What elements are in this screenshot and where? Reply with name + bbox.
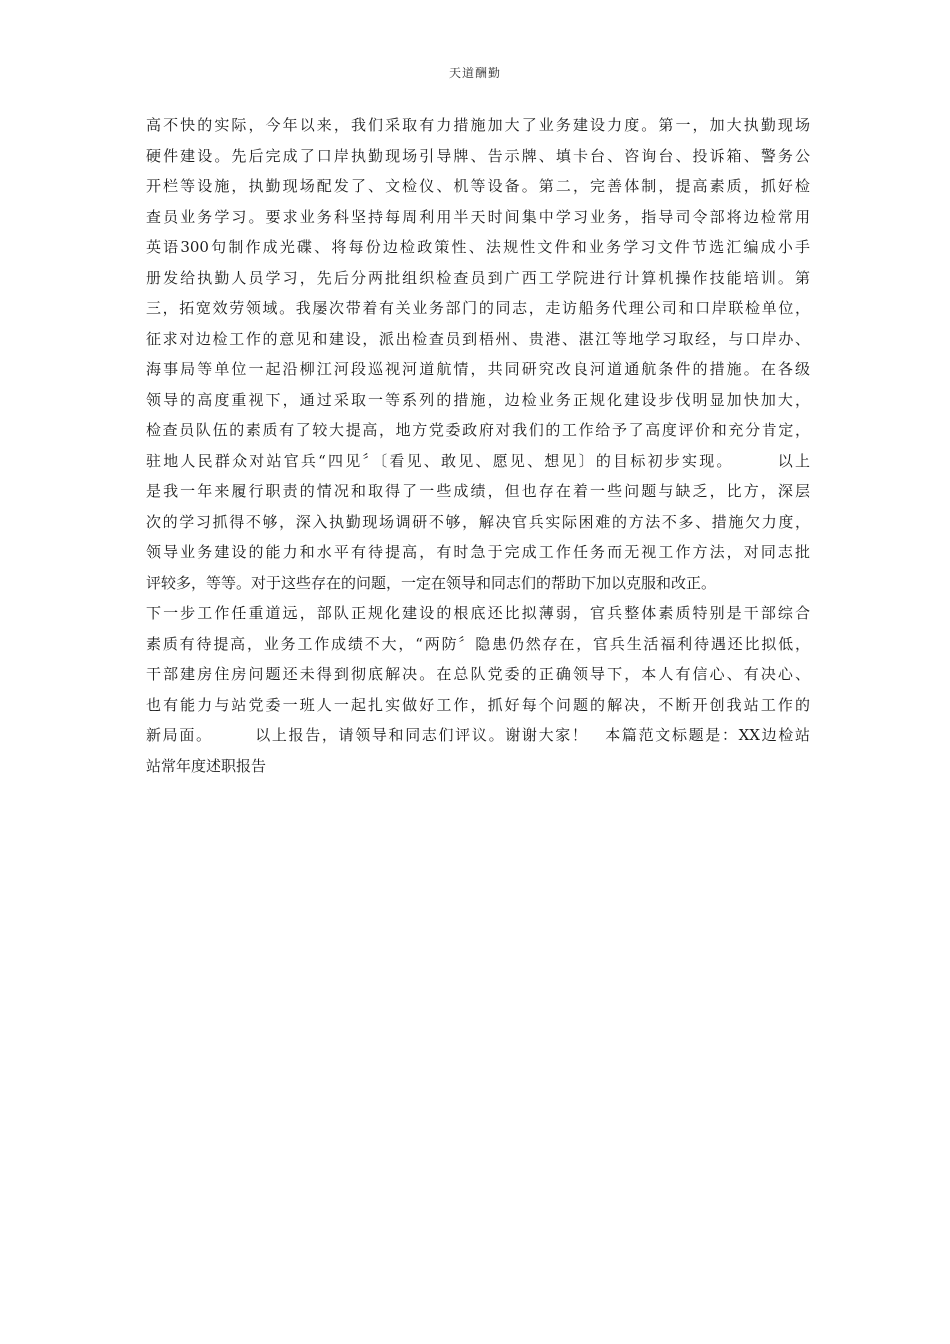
text-line: 下一步工作任重道远，部队正规化建设的根底还比拟薄弱，官兵整体素质特别是干部综合 <box>146 604 810 622</box>
text-line: 开栏等设施，执勤现场配发了、文检仪、机等设备。第二，完善体制，提高素质，抓好检 <box>146 177 810 195</box>
text-line: 新局面。 以上报告，请领导和同志们评议。谢谢大家！ 本篇范文标题是：XX边检站 <box>146 726 810 744</box>
text-line: 站常年度述职报告 <box>146 756 267 775</box>
text-line: 次的学习抓得不够，深入执勤现场调研不够，解决官兵实际困难的方法不多、措施欠力度， <box>146 512 810 531</box>
text-line: 领导的高度重视下，通过采取一等系列的措施，边检业务正规化建设步伐明显加快加大， <box>146 390 810 409</box>
text-line: 高不快的实际，今年以来，我们采取有力措施加大了业务建设力度。第一，加大执勤现场 <box>146 116 810 134</box>
text-line: 是我一年来履行职责的情况和取得了一些成绩，但也存在着一些问题与缺乏，比方，深层 <box>146 482 810 500</box>
text-line: 英语300句制作成光碟、将每份边检政策性、法规性文件和业务学习文件节选汇编成小手 <box>146 238 810 256</box>
text-line: 领导业务建设的能力和水平有待提高，有时急于完成工作任务而无视工作方法，对同志批 <box>146 543 810 561</box>
text-line: 查员业务学习。要求业务科坚持每周利用半天时间集中学习业务，指导司令部将边检常用 <box>146 207 810 226</box>
text-line: 驻地人民群众对站官兵“四见〞〔看见、敢见、愿见、想见〕的目标初步实现。 以上 <box>146 451 810 470</box>
text-line: 征求对边检工作的意见和建设，派出检查员到梧州、贵港、湛江等地学习取经，与口岸办、 <box>146 329 810 348</box>
text-line: 三，拓宽效劳领域。我屡次带着有关业务部门的同志，走访船务代理公司和口岸联检单位， <box>146 299 810 317</box>
text-line: 硬件建设。先后完成了口岸执勤现场引导牌、告示牌、填卡台、咨询台、投诉箱、警务公 <box>146 146 810 165</box>
text-line: 干部建房住房问题还未得到彻底解决。在总队党委的正确领导下，本人有信心、有决心、 <box>146 665 810 683</box>
text-line: 素质有待提高，业务工作成绩不大，“两防〞隐患仍然存在，官兵生活福利待遇还比拟低， <box>146 634 810 653</box>
text-line: 评较多，等等。对于这些存在的问题，一定在领导和同志们的帮助下加以克服和改正。 <box>146 573 717 592</box>
text-line: 海事局等单位一起沿柳江河段巡视河道航情，共同研究改良河道通航条件的措施。在各级 <box>146 360 810 378</box>
text-line: 也有能力与站党委一班人一起扎实做好工作，抓好每个问题的解决，不断开创我站工作的 <box>146 695 810 714</box>
text-line: 册发给执勤人员学习，先后分两批组织检查员到广西工学院进行计算机操作技能培训。第 <box>146 268 810 287</box>
text-line: 检查员队伍的素质有了较大提高，地方党委政府对我们的工作给予了高度评价和充分肯定， <box>146 421 810 439</box>
page-header: 天道酬勤 <box>448 66 501 80</box>
report-body <box>146 110 810 781</box>
